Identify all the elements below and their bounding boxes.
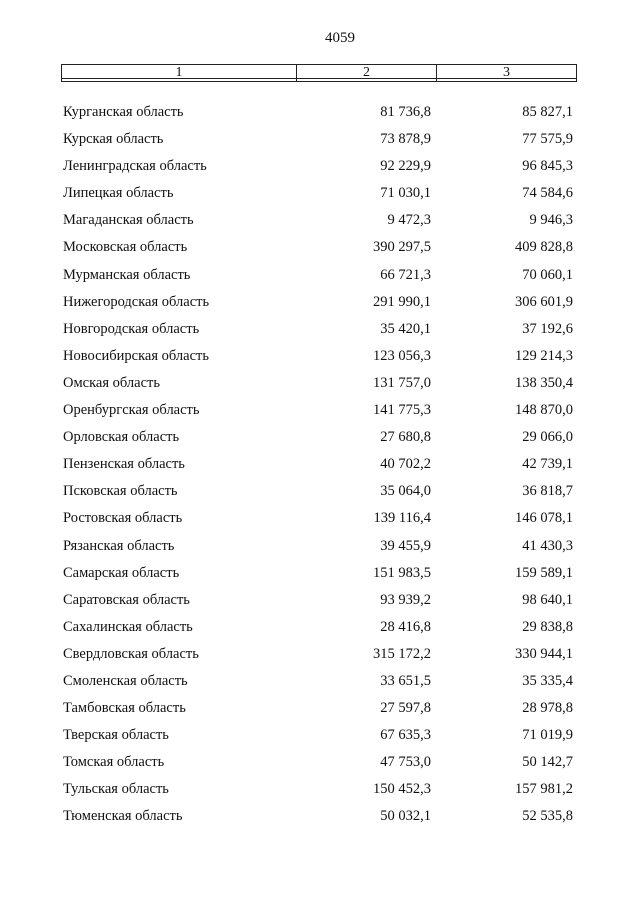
value-col-2: 67 635,3 — [380, 727, 431, 744]
value-col-3: 42 739,1 — [522, 456, 573, 473]
table-row — [0, 290, 640, 317]
table-row — [0, 181, 640, 208]
region-name: Мурманская область — [63, 266, 191, 283]
value-col-2: 315 172,2 — [373, 645, 431, 662]
region-name: Оренбургская область — [63, 402, 200, 419]
value-col-3: 52 535,8 — [522, 808, 573, 825]
table-row — [0, 588, 640, 615]
region-name: Свердловская область — [63, 645, 199, 662]
value-col-2: 50 032,1 — [380, 808, 431, 825]
value-col-3: 98 640,1 — [522, 591, 573, 608]
region-name: Саратовская область — [63, 591, 190, 608]
value-col-2: 28 416,8 — [380, 618, 431, 635]
region-name: Самарская область — [63, 564, 180, 581]
region-name: Тверская область — [63, 727, 169, 744]
table-row — [0, 534, 640, 561]
value-col-2: 71 030,1 — [380, 185, 431, 202]
table-row — [0, 344, 640, 371]
table-row — [0, 506, 640, 533]
value-col-3: 9 946,3 — [529, 212, 573, 229]
region-name: Московская область — [63, 239, 188, 256]
region-name: Смоленская область — [63, 672, 188, 689]
region-name: Томская область — [63, 754, 165, 771]
value-col-3: 36 818,7 — [522, 483, 573, 500]
value-col-3: 157 981,2 — [515, 781, 573, 798]
region-name: Псковская область — [63, 483, 178, 500]
table-body — [0, 100, 640, 832]
value-col-2: 93 939,2 — [380, 591, 431, 608]
value-col-2: 151 983,5 — [373, 564, 431, 581]
table-row — [0, 398, 640, 425]
value-col-2: 291 990,1 — [373, 293, 431, 310]
value-col-3: 85 827,1 — [522, 104, 573, 120]
region-name: Пензенская область — [63, 456, 185, 473]
value-col-2: 81 736,8 — [380, 104, 431, 120]
value-col-2: 390 297,5 — [373, 239, 431, 256]
table-row — [0, 425, 640, 452]
table-row — [0, 263, 640, 290]
table-header — [61, 64, 577, 82]
value-col-2: 9 472,3 — [387, 212, 431, 229]
region-name: Орловская область — [63, 429, 180, 446]
value-col-2: 39 455,9 — [380, 537, 431, 554]
value-col-3: 96 845,3 — [522, 158, 573, 175]
region-name: Курская область — [63, 131, 164, 148]
value-col-3: 29 838,8 — [522, 618, 573, 635]
region-name: Ростовская область — [63, 510, 183, 527]
region-name: Магаданская область — [63, 212, 194, 229]
value-col-2: 47 753,0 — [380, 754, 431, 771]
value-col-2: 131 757,0 — [373, 374, 431, 391]
table-row — [0, 452, 640, 479]
value-col-2: 27 680,8 — [380, 429, 431, 446]
value-col-3: 70 060,1 — [522, 266, 573, 283]
region-name: Тульская область — [63, 781, 169, 798]
value-col-2: 35 064,0 — [380, 483, 431, 500]
region-name: Липецкая область — [63, 185, 174, 202]
value-col-2: 33 651,5 — [380, 672, 431, 689]
value-col-2: 40 702,2 — [380, 456, 431, 473]
table-row — [0, 723, 640, 750]
value-col-3: 129 214,3 — [515, 347, 573, 364]
region-name: Омская область — [63, 374, 160, 391]
table-row — [0, 561, 640, 588]
value-col-3: 35 335,4 — [522, 672, 573, 689]
value-col-2: 27 597,8 — [380, 700, 431, 717]
value-col-2: 35 420,1 — [380, 320, 431, 337]
region-name: Тамбовская область — [63, 700, 186, 717]
region-name: Ленинградская область — [63, 158, 207, 175]
table-row — [0, 100, 640, 127]
value-col-2: 123 056,3 — [373, 347, 431, 364]
value-col-2: 141 775,3 — [373, 402, 431, 419]
value-col-3: 148 870,0 — [515, 402, 573, 419]
value-col-3: 29 066,0 — [522, 429, 573, 446]
region-name: Курганская область — [63, 104, 184, 120]
value-col-3: 138 350,4 — [515, 374, 573, 391]
value-col-3: 146 078,1 — [515, 510, 573, 527]
region-name: Нижегородская область — [63, 293, 210, 310]
table-row — [0, 479, 640, 506]
table-row — [0, 696, 640, 723]
value-col-3: 74 584,6 — [522, 185, 573, 202]
table-row — [0, 154, 640, 181]
value-col-2: 66 721,3 — [380, 266, 431, 283]
table-row — [0, 317, 640, 344]
table-row — [0, 235, 640, 262]
region-name: Новгородская область — [63, 320, 200, 337]
value-col-3: 71 019,9 — [522, 727, 573, 744]
table-row — [0, 642, 640, 669]
table-row — [0, 615, 640, 642]
region-name: Рязанская область — [63, 537, 175, 554]
value-col-3: 50 142,7 — [522, 754, 573, 771]
value-col-3: 37 192,6 — [522, 320, 573, 337]
table-row — [0, 127, 640, 154]
value-col-3: 28 978,8 — [522, 700, 573, 717]
header-col-2: 2 — [297, 65, 437, 81]
value-col-3: 306 601,9 — [515, 293, 573, 310]
table-row — [0, 371, 640, 398]
table-row — [0, 669, 640, 696]
page-number: 4059 — [325, 30, 355, 46]
region-name: Сахалинская область — [63, 618, 193, 635]
table-row — [0, 777, 640, 804]
header-col-3: 3 — [503, 65, 510, 80]
value-col-3: 330 944,1 — [515, 645, 573, 662]
value-col-2: 150 452,3 — [373, 781, 431, 798]
value-col-3: 77 575,9 — [522, 131, 573, 148]
region-name: Тюменская область — [63, 808, 183, 825]
value-col-3: 159 589,1 — [515, 564, 573, 581]
header-col-1: 1 — [62, 65, 297, 81]
value-col-3: 41 430,3 — [522, 537, 573, 554]
value-col-2: 139 116,4 — [373, 510, 431, 527]
table-row — [0, 750, 640, 777]
region-name: Новосибирская область — [63, 347, 209, 364]
value-col-2: 92 229,9 — [380, 158, 431, 175]
value-col-3: 409 828,8 — [515, 239, 573, 256]
table-row — [0, 804, 640, 831]
value-col-2: 73 878,9 — [380, 131, 431, 148]
table-row — [0, 208, 640, 235]
